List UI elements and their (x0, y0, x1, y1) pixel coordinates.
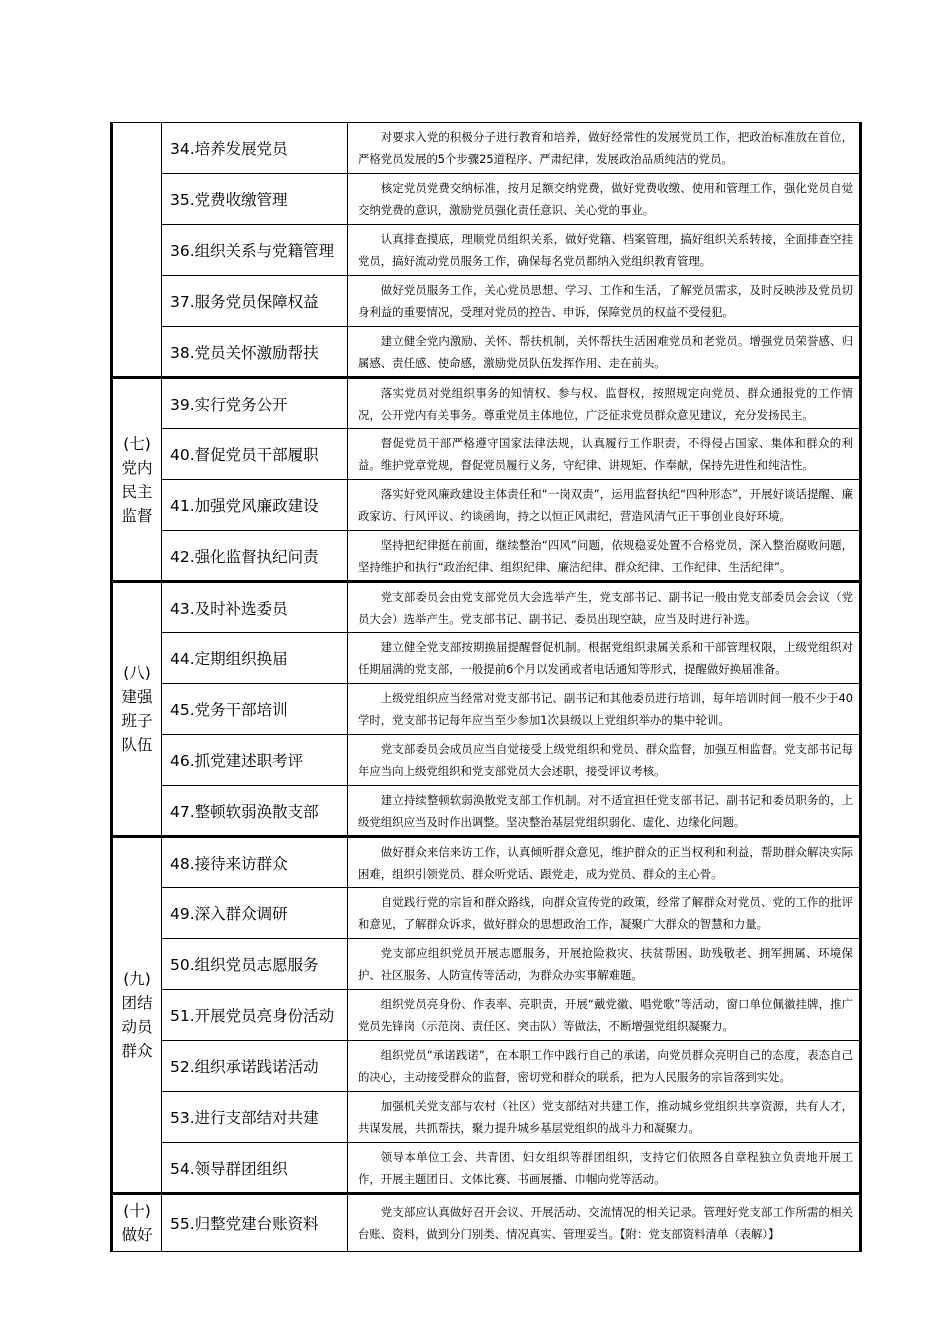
category-line: 建强 (121, 688, 153, 706)
item-title: 52.组织承诺践诺活动 (162, 1041, 348, 1092)
item-description: 认真排查摸底，理顺党员组织关系，做好党籍、档案管理，搞好组织关系转接，全面排查空挂党员，搞好流动党员服务工作，确保每名党员都纳入党组织教育管理。 (348, 225, 861, 276)
table-row (112, 684, 861, 735)
category-line: 班子 (121, 712, 153, 730)
table-row (112, 735, 861, 786)
item-title: 34.培养发展党员 (162, 123, 348, 174)
item-title: 37.服务党员保障权益 (162, 276, 348, 327)
item-description: 核定党员党费交纳标准，按月足额交纳党费，做好党费收缴、使用和管理工作，强化党员自觉交纳党费的意识，激励党员强化责任意识、关心党的事业。 (348, 174, 861, 225)
table-row (112, 633, 861, 684)
table-row (112, 531, 861, 582)
item-description: 对要求入党的积极分子进行教育和培养，做好经常性的发展党员工作，把政治标准放在首位，严格党员发展的5个步骤25道程序、严肃纪律，发展政治品质纯洁的党员。 (348, 123, 861, 174)
category-line: 动员 (121, 1018, 153, 1036)
item-description: 做好群众来信来访工作，认真倾听群众意见，维护群众的正当权利和利益，帮助群众解决实际困难，组织引领党员、群众听党话、跟党走，成为党员、群众的主心骨。 (348, 837, 861, 888)
category-cell (112, 837, 162, 1194)
item-title: 53.进行支部结对共建 (162, 1092, 348, 1143)
item-title: 55.归整党建台账资料 (162, 1194, 348, 1252)
item-description: 做好党员服务工作，关心党员思想、学习、工作和生活，了解党员需求，及时反映涉及党员切身利益的重要情况，受理对党员的控告、申诉，保障党员的权益不受侵犯。 (348, 276, 861, 327)
item-title: 50.组织党员志愿服务 (162, 939, 348, 990)
table-row (112, 939, 861, 990)
table-row (112, 327, 861, 378)
table-row (112, 225, 861, 276)
category-line: 监督 (121, 506, 153, 525)
item-title: 49.深入群众调研 (162, 888, 348, 939)
category-line: 队伍 (121, 736, 153, 754)
item-description: 自觉践行党的宗旨和群众路线，向群众宣传党的政策，经常了解群众对党员、党的工作的批评和意见，了解群众诉求，做好群众的思想政治工作，凝聚广大群众的智慧和力量。 (348, 888, 861, 939)
item-title: 35.党费收缴管理 (162, 174, 348, 225)
category-cell (112, 378, 162, 582)
category-line: (八) (123, 664, 151, 682)
item-title: 44.定期组织换届 (162, 633, 348, 684)
item-description: 督促党员干部严格遵守国家法律法规，认真履行工作职责，不得侵占国家、集体和群众的利益。维护党章党规，督促党员履行义务，守纪律、讲规矩、作奉献，保持先进性和纯洁性。 (348, 429, 861, 480)
table-row (112, 582, 861, 633)
item-title: 42.强化监督执纪问责 (162, 531, 348, 582)
table-row (112, 123, 861, 174)
item-title: 48.接待来访群众 (162, 837, 348, 888)
table-row (112, 1194, 861, 1252)
item-title: 45.党务干部培训 (162, 684, 348, 735)
item-title: 38.党员关怀激励帮扶 (162, 327, 348, 378)
item-description: 落实好党风廉政建设主体责任和“一岗双责”，运用监督执纪“四种形态”，开展好谈话提醒、廉政家访、行风评议、约谈函询，持之以恒正风肃纪，营造风清气正干事创业良好环境。 (348, 480, 861, 531)
item-description: 建立健全党内激励、关怀、帮扶机制，关怀帮扶生活困难党员和老党员。增强党员荣誉感、归属感、责任感、使命感，激励党员队伍发挥作用、走在前头。 (348, 327, 861, 378)
category-line: 团结 (121, 994, 153, 1012)
table-row (112, 378, 861, 429)
table-row (112, 174, 861, 225)
item-title: 43.及时补选委员 (162, 582, 348, 633)
category-line: 群众 (121, 1042, 153, 1060)
category-line: 党内 (121, 458, 153, 477)
item-description: 组织党员“承诺践诺”，在本职工作中践行自己的承诺，向党员群众亮明自己的态度，表态自己的决心，主动接受群众的监督，密切党和群众的联系，把为人民服务的宗旨落到实处。 (348, 1041, 861, 1092)
category-line: 民主 (121, 482, 153, 501)
table-row (112, 888, 861, 939)
category-cell (112, 1194, 162, 1252)
category-line: (十) (123, 1202, 151, 1220)
item-description: 领导本单位工会、共青团、妇女组织等群团组织，支持它们依照各自章程独立负责地开展工作，开展主题团日、文体比赛、书画展播、巾帼向党等活动。 (348, 1143, 861, 1194)
item-description: 加强机关党支部与农村（社区）党支部结对共建工作，推动城乡党组织共享资源，共有人才，共谋发展，共抓帮扶，聚力提升城乡基层党组织的战斗力和凝聚力。 (348, 1092, 861, 1143)
item-title: 36.组织关系与党籍管理 (162, 225, 348, 276)
table-row (112, 276, 861, 327)
table-row (112, 429, 861, 480)
category-line: (七) (123, 434, 151, 453)
item-title: 40.督促党员干部履职 (162, 429, 348, 480)
table-row (112, 786, 861, 837)
item-title: 46.抓党建述职考评 (162, 735, 348, 786)
category-line: (九) (123, 970, 151, 988)
item-description: 建立持续整顿软弱涣散党支部工作机制。对不适宜担任党支部书记、副书记和委员职务的，上级党组织应当及时作出调整。坚决整治基层党组织弱化、虚化、边缘化问题。 (348, 786, 861, 837)
category-cell (112, 582, 162, 837)
table-row (112, 1041, 861, 1092)
item-description: 上级党组织应当经常对党支部书记、副书记和其他委员进行培训，每年培训时间一般不少于40学时，党支部书记每年应当至少参加1次县级以上党组织举办的集中轮训。 (348, 684, 861, 735)
table-row (112, 1143, 861, 1194)
item-description: 组织党员亮身份、作表率、亮职责，开展“戴党徽、唱党歌”等活动，窗口单位佩徽挂牌，推广党员先锋岗（示范岗、责任区、突击队）等做法，不断增强党组织凝聚力。 (348, 990, 861, 1041)
item-title: 41.加强党风廉政建设 (162, 480, 348, 531)
item-description: 党支部委员会由党支部党员大会选举产生，党支部书记、副书记一般由党支部委员会会议（党员大会）选举产生。党支部书记、副书记、委员出现空缺，应当及时进行补选。 (348, 582, 861, 633)
table-row (112, 1092, 861, 1143)
table-row (112, 480, 861, 531)
item-description: 落实党员对党组织事务的知情权、参与权、监督权，按照规定向党员、群众通报党的工作情况，公开党内有关事务。尊重党员主体地位，广泛征求党员群众意见建议，充分发扬民主。 (348, 378, 861, 429)
item-title: 39.实行党务公开 (162, 378, 348, 429)
item-description: 党支部应组织党员开展志愿服务，开展抢险救灾、扶贫帮困、助残敬老、拥军拥属、环境保护、社区服务、人防宣传等活动，为群众办实事解难题。 (348, 939, 861, 990)
item-description: 建立健全党支部按期换届提醒督促机制。根据党组织隶属关系和干部管理权限，上级党组织对任期届满的党支部，一般提前6个月以发函或者电话通知等形式，提醒做好换届准备。 (348, 633, 861, 684)
item-description: 党支部委员会成员应当自觉接受上级党组织和党员、群众监督，加强互相监督。党支部书记每年应当向上级党组织和党支部党员大会述职，接受评议考核。 (348, 735, 861, 786)
item-title: 54.领导群团组织 (162, 1143, 348, 1194)
table-row (112, 990, 861, 1041)
category-line: 做好 (121, 1226, 153, 1244)
item-description: 党支部应认真做好召开会议、开展活动、交流情况的相关记录。管理好党支部工作所需的相关台账、资料，做到分门别类、情况真实、管理妥当。【附：党支部资料清单（表解）】 (348, 1194, 861, 1252)
party-branch-work-table (110, 122, 862, 1252)
category-cell-continued (112, 123, 162, 378)
item-title: 47.整顿软弱涣散支部 (162, 786, 348, 837)
item-title: 51.开展党员亮身份活动 (162, 990, 348, 1041)
item-description: 坚持把纪律挺在前面，继续整治“四风”问题，依规稳妥处置不合格党员，深入整治腐败问题，坚持维护和执行“政治纪律、组织纪律、廉洁纪律、群众纪律、工作纪律、生活纪律”。 (348, 531, 861, 582)
table-row (112, 837, 861, 888)
